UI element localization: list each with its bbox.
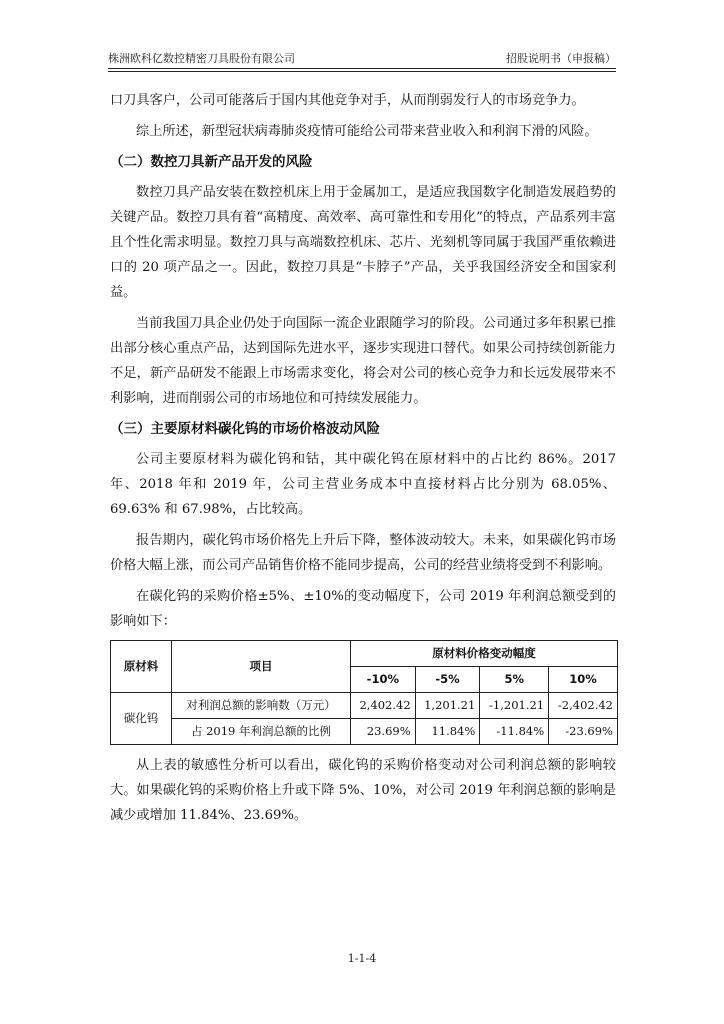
company-name: 株洲欧科亿数控精密刀具股份有限公司: [108, 52, 295, 65]
row-label: 占 2019 年利润总额的比例: [172, 719, 351, 745]
value-cell: -2,402.42: [549, 693, 618, 719]
paragraph: 公司主要原材料为碳化钨和钴，其中碳化钨在原材料中的占比约 86%。2017 年、2018 年和 2019 年，公司主营业务成本中直接材料占比分别为 68.05%、69.63% 和 67.98%，占比较高。: [110, 452, 616, 517]
value-cell: 2,402.42: [351, 693, 416, 719]
section-heading: （二）数控刀具新产品开发的风险: [110, 154, 313, 170]
header-material: 原材料: [111, 641, 172, 693]
document-title: 招股说明书（申报稿）: [506, 52, 616, 65]
header-change: -5%: [415, 667, 480, 693]
sensitivity-table: [110, 640, 618, 745]
paragraph: 报告期内，碳化钨市场价格先上升后下降，整体波动较大。未来，如果碳化钨市场价格大幅上涨，而公司产品销售价格不能同步提高，公司的经营业绩将受到不利影响。: [110, 533, 616, 573]
table-row: [111, 719, 618, 745]
value-cell: 11.84%: [415, 719, 480, 745]
value-cell: -1,201.21: [480, 693, 549, 719]
row-label: 对利润总额的影响数（万元）: [172, 693, 351, 719]
material-cell: 碳化钨: [111, 693, 172, 745]
value-cell: -11.84%: [480, 719, 549, 745]
header-rule-thick: [108, 68, 616, 69]
value-cell: -23.69%: [549, 719, 618, 745]
paragraph: 口刀具客户，公司可能落后于国内其他竞争对手，从而削弱发行人的市场竞争力。: [110, 93, 585, 108]
header-item: 项目: [172, 641, 351, 693]
paragraph: 从上表的敏感性分析可以看出，碳化钨的采购价格变动对公司利润总额的影响较大。如果碳化钨的采购价格上升或下降 5%、10%，对公司 2019 年利润总额的影响是减少或增加 11.84%、23.69%。: [110, 758, 616, 823]
section-heading: （三）主要原材料碳化钨的市场价格波动风险: [110, 421, 380, 437]
header-change: -10%: [351, 667, 416, 693]
value-cell: 1,201.21: [415, 693, 480, 719]
header-change: 5%: [480, 667, 549, 693]
paragraph: 在碳化钨的采购价格±5%、±10%的变动幅度下，公司 2019 年利润总额受到的影响如下：: [110, 589, 616, 629]
page-body: [110, 88, 616, 834]
table-row: [111, 693, 618, 719]
header-change-group: 原材料价格变动幅度: [351, 641, 618, 667]
page-header: [108, 50, 616, 68]
value-cell: 23.69%: [351, 719, 416, 745]
header-rule-thin: [108, 71, 616, 72]
page-number: 1-1-4: [347, 952, 377, 965]
paragraph: 综上所述，新型冠状病毒肺炎疫情可能给公司带来营业收入和利润下滑的风险。: [136, 124, 598, 139]
paragraph: 当前我国刀具企业仍处于向国际一流企业跟随学习的阶段。公司通过多年积累已推出部分核心重点产品，达到国际先进水平，逐步实现进口替代。如果公司持续创新能力不足，新产品研发不能跟上市场需求变化，将会对公司的核心竞争力和长远发展带来不利影响，进而削弱公司的市场地位和可持续发展能力。: [110, 316, 616, 406]
header-change: 10%: [549, 667, 618, 693]
paragraph: 数控刀具产品安装在数控机床上用于金属加工，是适应我国数字化制造发展趋势的关键产品。数控刀具有着“高精度、高效率、高可靠性和专用化”的特点，产品系列丰富且个性化需求明显。数控刀具与高端数控机床、芯片、光刻机等同属于我国严重依赖进口的 20 项产品之一。因此，数控刀具是“卡脖子”产品，关乎我国经济安全和国家利益。: [110, 185, 616, 300]
